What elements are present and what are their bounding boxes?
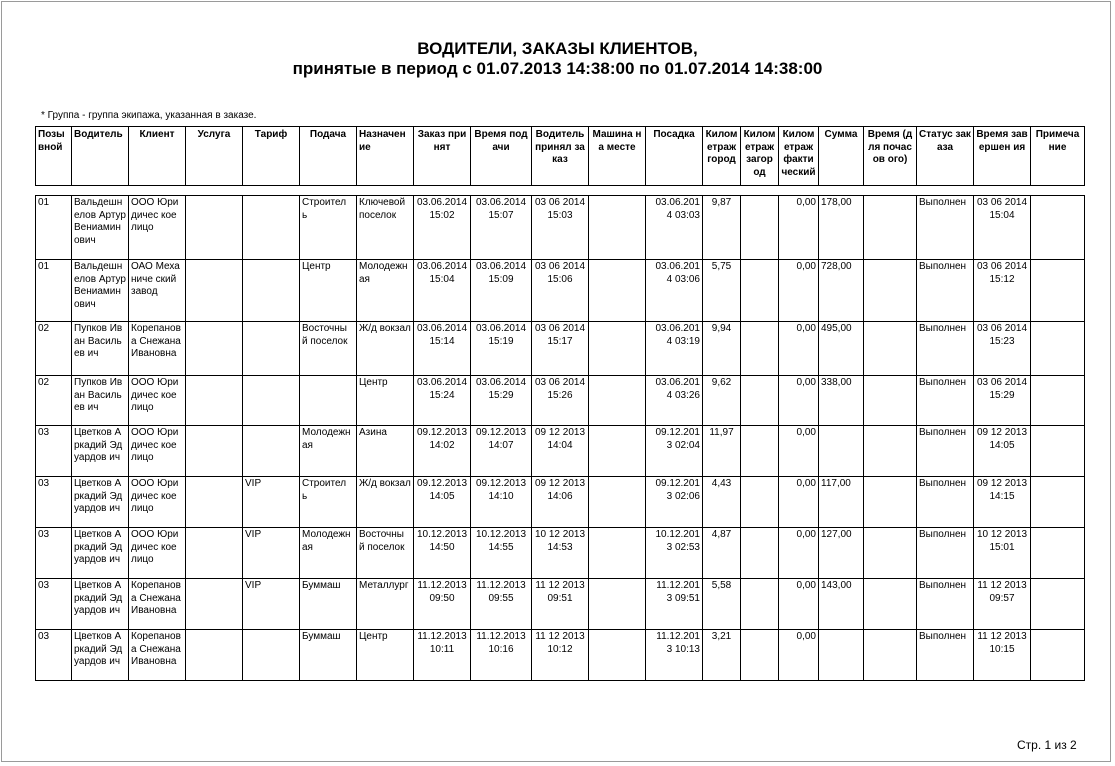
table-row [36, 579, 1085, 630]
cell-completion-time: 03 06 2014 15:04 [974, 196, 1031, 260]
cell-note [1031, 196, 1085, 260]
cell-service [186, 260, 243, 322]
cell-client: ООО Юридичес кое лицо [129, 376, 186, 426]
cell-client: ООО Юридичес кое лицо [129, 426, 186, 477]
cell-driver: Цветков Аркадий Эдуардов ич [72, 477, 129, 528]
cell-client: ООО Юридичес кое лицо [129, 528, 186, 579]
cell-km-suburban [741, 579, 779, 630]
cell-driver: Пупков Иван Васильев ич [72, 322, 129, 376]
column-header-km-actual: Килом етраж факти ческий [779, 127, 819, 186]
report-title: ВОДИТЕЛИ, ЗАКАЗЫ КЛИЕНТОВ, [417, 39, 698, 58]
column-header-client: Клиент [129, 127, 186, 186]
cell-destination: Центр [357, 630, 414, 681]
cell-tariff [243, 376, 300, 426]
table-row [36, 477, 1085, 528]
report-period: принятые в период с 01.07.2013 14:38:00 по 01.07.2014 14:38:00 [292, 59, 823, 78]
table-row [36, 196, 1085, 260]
cell-callsign: 02 [36, 376, 72, 426]
cell-tariff: VIP [243, 579, 300, 630]
cell-order-status: Выполнен [917, 260, 974, 322]
cell-km-city: 5,58 [703, 579, 741, 630]
table-row [36, 376, 1085, 426]
cell-driver: Вальдешн елов Артур Вениамин ович [72, 196, 129, 260]
cell-order-accepted: 10.12.2013 14:50 [414, 528, 471, 579]
cell-boarding: 11.12.201 3 09:51 [646, 579, 703, 630]
cell-amount: 178,00 [819, 196, 864, 260]
cell-completion-time: 03 06 2014 15:29 [974, 376, 1031, 426]
cell-km-actual: 0,00 [779, 477, 819, 528]
cell-driver-accepted: 03 06 2014 15:06 [532, 260, 589, 322]
cell-amount: 495,00 [819, 322, 864, 376]
cell-tariff [243, 630, 300, 681]
cell-car-arrived [589, 477, 646, 528]
report-header-table [35, 126, 1085, 186]
cell-completion-time: 10 12 2013 15:01 [974, 528, 1031, 579]
cell-client: ОАО Механиче ский завод [129, 260, 186, 322]
column-header-amount: Сумма [819, 127, 864, 186]
column-header-completion-time: Время завершен ия [974, 127, 1031, 186]
cell-driver-accepted: 11 12 2013 09:51 [532, 579, 589, 630]
cell-boarding: 03.06.201 4 03:06 [646, 260, 703, 322]
cell-pickup: Центр [300, 260, 357, 322]
cell-amount: 728,00 [819, 260, 864, 322]
cell-boarding: 10.12.201 3 02:53 [646, 528, 703, 579]
cell-car-arrived [589, 322, 646, 376]
cell-tariff [243, 426, 300, 477]
cell-car-arrived [589, 260, 646, 322]
cell-km-suburban [741, 630, 779, 681]
cell-hourly-time [864, 579, 917, 630]
cell-km-suburban [741, 196, 779, 260]
column-header-driver: Водитель [72, 127, 129, 186]
cell-completion-time: 03 06 2014 15:23 [974, 322, 1031, 376]
cell-hourly-time [864, 322, 917, 376]
cell-completion-time: 11 12 2013 09:57 [974, 579, 1031, 630]
cell-hourly-time [864, 260, 917, 322]
cell-km-suburban [741, 376, 779, 426]
column-header-destination: Назначен ие [357, 127, 414, 186]
cell-callsign: 03 [36, 426, 72, 477]
cell-completion-time: 11 12 2013 10:15 [974, 630, 1031, 681]
cell-driver-accepted: 03 06 2014 15:26 [532, 376, 589, 426]
cell-driver-accepted: 10 12 2013 14:53 [532, 528, 589, 579]
cell-km-city: 4,43 [703, 477, 741, 528]
cell-amount: 338,00 [819, 376, 864, 426]
cell-hourly-time [864, 376, 917, 426]
cell-order-status: Выполнен [917, 630, 974, 681]
cell-destination: Азина [357, 426, 414, 477]
cell-car-arrived [589, 196, 646, 260]
cell-boarding: 03.06.201 4 03:19 [646, 322, 703, 376]
cell-km-city: 4,87 [703, 528, 741, 579]
table-row [36, 426, 1085, 477]
cell-callsign: 03 [36, 579, 72, 630]
cell-order-status: Выполнен [917, 376, 974, 426]
cell-callsign: 01 [36, 196, 72, 260]
column-header-callsign: Позы вной [36, 127, 72, 186]
cell-amount [819, 630, 864, 681]
cell-destination: Молодежн ая [357, 260, 414, 322]
cell-boarding: 03.06.201 4 03:26 [646, 376, 703, 426]
cell-note [1031, 322, 1085, 376]
cell-km-city: 3,21 [703, 630, 741, 681]
cell-order-accepted: 03.06.2014 15:02 [414, 196, 471, 260]
header-row [36, 127, 1085, 186]
cell-pickup: Молодежн ая [300, 426, 357, 477]
cell-pickup-time: 10.12.2013 14:55 [471, 528, 532, 579]
cell-note [1031, 528, 1085, 579]
cell-destination: Центр [357, 376, 414, 426]
cell-destination: Восточны й поселок [357, 528, 414, 579]
column-header-order-accepted: Заказ принят [414, 127, 471, 186]
cell-note [1031, 376, 1085, 426]
table-row [36, 322, 1085, 376]
cell-service [186, 630, 243, 681]
cell-order-accepted: 11.12.2013 10:11 [414, 630, 471, 681]
cell-tariff [243, 260, 300, 322]
cell-amount: 143,00 [819, 579, 864, 630]
group-note: * Группа - группа экипажа, указанная в заказе. [41, 110, 257, 121]
cell-km-actual: 0,00 [779, 196, 819, 260]
cell-completion-time: 09 12 2013 14:05 [974, 426, 1031, 477]
cell-driver: Цветков Аркадий Эдуардов ич [72, 630, 129, 681]
cell-callsign: 02 [36, 322, 72, 376]
cell-km-actual: 0,00 [779, 630, 819, 681]
cell-service [186, 579, 243, 630]
column-header-pickup-time: Время подачи [471, 127, 532, 186]
cell-callsign: 03 [36, 528, 72, 579]
cell-km-city: 9,62 [703, 376, 741, 426]
cell-car-arrived [589, 528, 646, 579]
cell-car-arrived [589, 630, 646, 681]
cell-pickup-time: 09.12.2013 14:07 [471, 426, 532, 477]
cell-driver-accepted: 03 06 2014 15:17 [532, 322, 589, 376]
cell-km-actual: 0,00 [779, 322, 819, 376]
report-data-table [35, 195, 1085, 681]
cell-km-city: 9,87 [703, 196, 741, 260]
cell-boarding: 09.12.201 3 02:06 [646, 477, 703, 528]
cell-pickup [300, 376, 357, 426]
cell-note [1031, 477, 1085, 528]
cell-pickup-time: 09.12.2013 14:10 [471, 477, 532, 528]
cell-order-status: Выполнен [917, 528, 974, 579]
cell-pickup: Восточны й поселок [300, 322, 357, 376]
column-header-hourly-time: Время (для почасов ого) [864, 127, 917, 186]
cell-client: ООО Юридичес кое лицо [129, 196, 186, 260]
cell-km-suburban [741, 528, 779, 579]
cell-service [186, 322, 243, 376]
column-header-note: Примеча ние [1031, 127, 1085, 186]
cell-driver: Пупков Иван Васильев ич [72, 376, 129, 426]
cell-completion-time: 03 06 2014 15:12 [974, 260, 1031, 322]
cell-pickup: Буммаш [300, 630, 357, 681]
cell-client: Корепанов а Снежана Ивановна [129, 322, 186, 376]
cell-km-suburban [741, 477, 779, 528]
column-header-order-status: Статус заказа [917, 127, 974, 186]
cell-tariff [243, 322, 300, 376]
cell-order-accepted: 03.06.2014 15:14 [414, 322, 471, 376]
cell-tariff [243, 196, 300, 260]
cell-client: Корепанов а Снежана Ивановна [129, 630, 186, 681]
cell-pickup: Молодежн ая [300, 528, 357, 579]
column-header-service: Услуга [186, 127, 243, 186]
cell-driver: Цветков Аркадий Эдуардов ич [72, 579, 129, 630]
table-row [36, 260, 1085, 322]
cell-driver: Вальдешн елов Артур Вениамин ович [72, 260, 129, 322]
cell-car-arrived [589, 376, 646, 426]
cell-client: ООО Юридичес кое лицо [129, 477, 186, 528]
cell-order-accepted: 09.12.2013 14:05 [414, 477, 471, 528]
cell-service [186, 196, 243, 260]
cell-order-status: Выполнен [917, 477, 974, 528]
table-row [36, 630, 1085, 681]
cell-km-suburban [741, 260, 779, 322]
column-header-km-city: Килом етраж город [703, 127, 741, 186]
cell-pickup-time: 03.06.2014 15:07 [471, 196, 532, 260]
cell-hourly-time [864, 630, 917, 681]
cell-order-status: Выполнен [917, 426, 974, 477]
cell-car-arrived [589, 579, 646, 630]
cell-hourly-time [864, 426, 917, 477]
cell-order-status: Выполнен [917, 196, 974, 260]
cell-pickup: Буммаш [300, 579, 357, 630]
page-indicator: Стр. 1 из 2 [1017, 738, 1077, 752]
cell-destination: Ж/д вокзал [357, 477, 414, 528]
column-header-km-suburban: Килом етраж загор од [741, 127, 779, 186]
cell-note [1031, 426, 1085, 477]
cell-order-accepted: 09.12.2013 14:02 [414, 426, 471, 477]
column-header-pickup: Подача [300, 127, 357, 186]
cell-km-actual: 0,00 [779, 579, 819, 630]
cell-tariff: VIP [243, 477, 300, 528]
cell-pickup-time: 11.12.2013 09:55 [471, 579, 532, 630]
cell-km-actual: 0,00 [779, 426, 819, 477]
cell-amount: 127,00 [819, 528, 864, 579]
cell-order-status: Выполнен [917, 322, 974, 376]
cell-km-city: 9,94 [703, 322, 741, 376]
cell-order-accepted: 03.06.2014 15:24 [414, 376, 471, 426]
cell-boarding: 03.06.201 4 03:03 [646, 196, 703, 260]
cell-pickup-time: 03.06.2014 15:19 [471, 322, 532, 376]
cell-service [186, 376, 243, 426]
cell-km-actual: 0,00 [779, 376, 819, 426]
cell-km-actual: 0,00 [779, 528, 819, 579]
cell-callsign: 03 [36, 477, 72, 528]
cell-order-accepted: 03.06.2014 15:04 [414, 260, 471, 322]
cell-boarding: 11.12.201 3 10:13 [646, 630, 703, 681]
cell-hourly-time [864, 528, 917, 579]
cell-driver-accepted: 11 12 2013 10:12 [532, 630, 589, 681]
cell-note [1031, 630, 1085, 681]
column-header-car-arrived: Машина на месте [589, 127, 646, 186]
cell-destination: Металлург [357, 579, 414, 630]
cell-boarding: 09.12.201 3 02:04 [646, 426, 703, 477]
cell-service [186, 477, 243, 528]
column-header-boarding: Посадка [646, 127, 703, 186]
cell-note [1031, 260, 1085, 322]
cell-callsign: 01 [36, 260, 72, 322]
cell-callsign: 03 [36, 630, 72, 681]
cell-service [186, 528, 243, 579]
cell-km-city: 11,97 [703, 426, 741, 477]
cell-km-actual: 0,00 [779, 260, 819, 322]
cell-client: Корепанов а Снежана Ивановна [129, 579, 186, 630]
cell-pickup-time: 03.06.2014 15:29 [471, 376, 532, 426]
cell-km-suburban [741, 322, 779, 376]
column-header-tariff: Тариф [243, 127, 300, 186]
cell-pickup: Строител ь [300, 477, 357, 528]
cell-tariff: VIP [243, 528, 300, 579]
cell-order-accepted: 11.12.2013 09:50 [414, 579, 471, 630]
cell-pickup-time: 03.06.2014 15:09 [471, 260, 532, 322]
cell-order-status: Выполнен [917, 579, 974, 630]
cell-driver-accepted: 09 12 2013 14:04 [532, 426, 589, 477]
cell-completion-time: 09 12 2013 14:15 [974, 477, 1031, 528]
cell-hourly-time [864, 196, 917, 260]
cell-driver-accepted: 09 12 2013 14:06 [532, 477, 589, 528]
cell-destination: Ж/д вокзал [357, 322, 414, 376]
cell-driver-accepted: 03 06 2014 15:03 [532, 196, 589, 260]
cell-driver: Цветков Аркадий Эдуардов ич [72, 528, 129, 579]
cell-destination: Ключевой поселок [357, 196, 414, 260]
cell-note [1031, 579, 1085, 630]
column-header-driver-accepted: Водитель принял заказ [532, 127, 589, 186]
cell-driver: Цветков Аркадий Эдуардов ич [72, 426, 129, 477]
cell-pickup-time: 11.12.2013 10:16 [471, 630, 532, 681]
cell-service [186, 426, 243, 477]
cell-km-city: 5,75 [703, 260, 741, 322]
cell-amount: 117,00 [819, 477, 864, 528]
cell-hourly-time [864, 477, 917, 528]
table-row [36, 528, 1085, 579]
cell-amount [819, 426, 864, 477]
cell-pickup: Строител ь [300, 196, 357, 260]
cell-km-suburban [741, 426, 779, 477]
cell-car-arrived [589, 426, 646, 477]
